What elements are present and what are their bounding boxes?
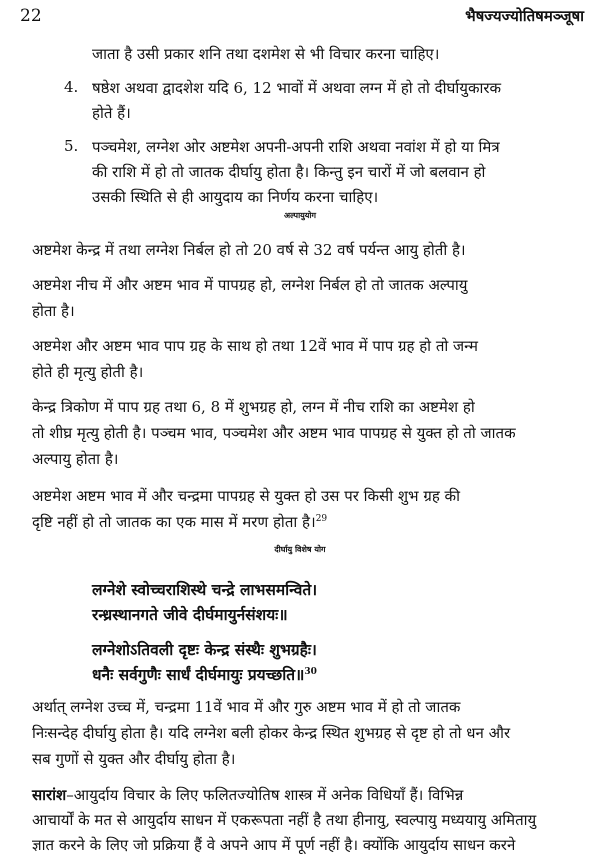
para2-line2: होता है। [32,302,75,320]
para3-line1: अष्टमेश और अष्टम भाव पाप ग्रह के साथ हो तथा 12वें भाव में पाप ग्रह हो तो जन्म [32,337,478,355]
summary-text: –आयुर्दाय विचार के लिए फलितज्योतिष शास्त्र में अनेक विधियाँ हैं। विभिन्न [66,786,464,804]
verse1-line2: रन्ध्रस्थानगते जीवे दीर्घमायुर्नसंशयः॥ [92,605,288,624]
page-number: 22 [20,6,42,26]
running-title: भैषज्यज्योतिषमञ्जूषा [465,7,584,25]
point5-number: 5. [64,137,79,155]
heading-dirghayu-vishesh-yoga: दीर्घायु विशेष योग [274,544,326,554]
heading-alpayu-yoga: अल्पायुयोग [283,210,316,220]
para6-line3: सब गुणों से युक्त और दीर्घायु होता है। [32,750,236,768]
para4-line1: केन्द्र त्रिकोण में पाप ग्रह तथा 6, 8 में शुभग्रह हो, लग्न में नीच राशि का अष्टमेश हो [32,398,475,416]
para2-line1: अष्टमेश नीच में और अष्टम भाव में पापग्रह हो, लग्नेश निर्बल हो तो जातक अल्पायु [32,276,468,294]
para6-line2: निःसन्देह दीर्घायु होता है। यदि लग्नेश बली होकर केन्द्र स्थित शुभग्रह से दृष्ट हो तो धन और [32,724,511,742]
para5-text: दृष्टि नहीं हो तो जातक का एक मास में मरण होता है। [32,513,316,531]
verse2-line2 [92,663,317,685]
point5-line2: की राशि में हो तो जातक दीर्घायु होता है। किन्तु इन चारों में जो बलवान हो [92,163,486,181]
point4-number: 4. [64,78,79,96]
summary-line1 [32,785,463,805]
summary-line2: आचार्यों के मत से आयुर्दाय साधन में एकरूपता नहीं है तथा हीनायु, स्वल्पायु मध्ययायु अमितायु [32,811,537,829]
para4-line3: अल्पायु होता है। [32,450,119,468]
summary-line3: ज्ञात करने के लिए जो प्रक्रिया हैं वे अपने आप में पूर्ण नहीं है। क्योंकि आयुर्दाय साधन करने [32,836,516,854]
para5-line1: अष्टमेश अष्टम भाव में और चन्द्रमा पापग्रह से युक्त हो उस पर किसी शुभ ग्रह की [32,487,460,505]
para1-line1: अष्टमेश केन्द्र में तथा लग्नेश निर्बल हो तो 20 वर्ष से 32 वर्ष पर्यन्त आयु होती है। [32,241,466,259]
summary-label: सारांश [32,786,67,804]
point5-line1: पञ्चमेश, लग्नेश ओर अष्टमेश अपनी-अपनी राशि अथवा नवांश में हो या मित्र [92,138,500,156]
verse2-text: धनैः सर्वगुणैः सार्धं दीर्घमायुः प्रयच्छति॥ [92,665,305,684]
point4-line2: होते हैं। [92,104,131,122]
para6-line1: अर्थात् लग्नेश उच्च में, चन्द्रमा 11वें भाव में और गुरु अष्टम भाव में हो तो जातक [32,698,461,716]
point3-continuation: जाता है उसी प्रकार शनि तथा दशमेश से भी विचार करना चाहिए। [92,45,440,63]
para4-line2: तो शीघ्र मृत्यु होती है। पञ्चम भाव, पञ्चमेश और अष्टम भाव पापग्रह से युक्त हो तो जातक [32,424,516,442]
point5-line3: उसकी स्थिति से ही आयुदाय का निर्णय करना चाहिए। [92,188,379,206]
para5-line2 [32,512,327,532]
verse2-line1: लग्नेशोऽतिवली दृष्टः केन्द्र संस्थैः शुभग्रहैः। [92,640,317,659]
para3-line2: होते ही मृत्यु होती है। [32,363,144,381]
verse1-line1: लग्नेशे स्वोच्चराशिस्थे चन्द्रे लाभसमन्विते। [92,580,318,599]
point4-line1: षष्ठेश अथवा द्वादशेश यदि 6, 12 भावों में अथवा लग्न में हो तो दीर्घायुकारक [92,79,502,97]
footnote-ref-30: 30 [304,666,317,677]
footnote-ref-29: 29 [315,514,328,524]
